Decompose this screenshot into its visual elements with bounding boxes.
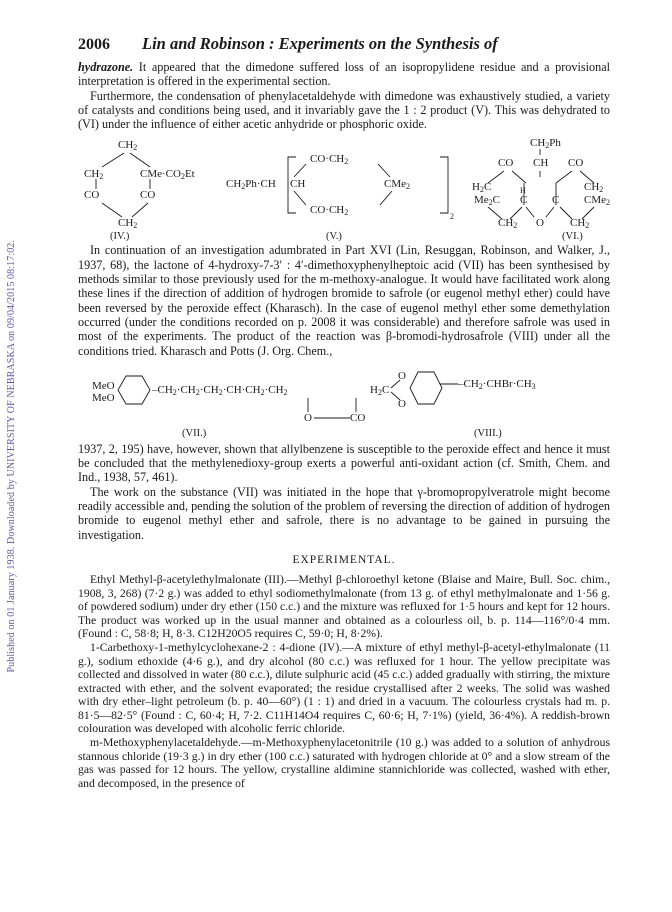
vii-label: (VII.)	[182, 427, 207, 439]
iv-cme-co2et: $CMe\cdot CO_2Et$	[140, 168, 195, 182]
paragraph-continuation: In continuation of an investigation adumbrated in Part XVI (Lin, Resuggan, Robinson, and Walker, J., 1937, 68), the lactone of 4-hydroxy-7-3′ : 4′-dimethoxyphenylheptoic acid (VII) has been synthesised by methods similar to those previously used for the m-methoxy-analogue. It would have facilitated work along these lines if the direction of addition of hydrogen bromide to safrole (or eugenol methyl ether) could have been reversed by the peroxide effect (Kharasch). In the case of eugenol methyl ether some demethylation occurred (under the conditions recorded on p. 2008 it was considerable) and therefore safrole was used in most of the experiments. The product of the reaction was β-bromodi-hydrosafrole (VIII) under all the conditions tried. Kharasch and Potts (J. Org. Chem.,	[78, 243, 610, 358]
vi-c-right: C	[552, 194, 560, 207]
structure-bonds-2	[78, 358, 610, 442]
download-notice-text: Published on 01 January 1938. Downloaded by UNIVERSITY OF NEBRASKA on 09/04/2015 08:17:02.	[5, 239, 17, 673]
experimental-paragraph-3: m-Methoxyphenylacetaldehyde.—m-Methoxyphenylacetonitrile (10 g.) was added to a solution of anhydrous stannous chloride (19·3 g.) in dry ether (100 c.c.) saturated with hydrogen chloride at 0° and a slow stream of the gas was passed for 12 hours. The yellow, crystalline aldimine stannichloride was collected, washed with ether, and decomposed, in the presence of	[78, 736, 610, 790]
vi-ch2-bottom-left: $CH_2$	[498, 217, 518, 231]
intro-italic-word: hydrazone.	[78, 60, 134, 74]
vi-label: (VI.)	[562, 231, 583, 243]
experimental-paragraph-2: 1-Carbethoxy-1-methylcyclohexane-2 : 4-dione (IV).—A mixture of ethyl methyl-β-acetyl-ethylmalonate (11 g.), sodium ethoxide (4·6 g.), and dry alcohol (80 c.c.) was refluxed for 1 hour. The yellow precipitate was collected and dissolved in water (80 c.c.), dilute sulphuric acid (45 c.c.) added gradually with stirring, the mixture extracted with ether, and the solvent evaporated; the residue crystallised after 2 weeks. The solid was washed with dry ether–light petroleum (b. p. 40—60°) (1 : 1) and dried in a vacuum. The colourless crystals had m. p. 81·5—82·5° (Found : C, 60·4; H, 7·2. C11H14O4 requires C, 60·6; H, 7·1%) (yield, 36·4%). A reddish-brown colouration was developed with alcoholic ferric chloride.	[78, 640, 610, 736]
intro-paragraph-1	[78, 60, 610, 89]
section-heading-experimental: EXPERIMENTAL.	[292, 553, 396, 566]
vi-cme2: CMe$_2$	[584, 194, 610, 208]
intro-paragraph-1-text: It appeared that the dimedone suffered loss of an isopropylidene residue and a provisional interpretation is offered in the experimental section.	[78, 60, 610, 89]
running-title: Lin and Robinson : Experiments on the Synthesis of	[142, 34, 498, 53]
paragraph-work-initiated: The work on the substance (VII) was initiated in the hope that γ-bromopropylveratrole might become readily accessible and, pending the solution of the problem of reversing the direction of addition of hydrogen bromide to eugenol methyl ether and safrole, there is no advantage to be gained in pursuing the investigation.	[78, 484, 610, 542]
v-ch: CH	[290, 178, 306, 191]
experimental-paragraph-1: Ethyl Methyl-β-acetylethylmalonate (III).—Methyl β-chloroethyl ketone (Blaise and Maire, Bull. Soc. chim., 1908, 3, 268) (7·2 g.) was added to ethyl sodiomethylmalonate (from 13 g. of ethyl methylmalonate and 1·56 g. of powdered sodium) under dry ether (150 c.c.) and the mixture was refluxed for 1·5 hours and kept for 12 hours. The product was worked up in the usual manner and obtained as a colourless oil, b. p. 114—116°/0·4 mm. (Found : C, 58·8; H, 8·3. C12H20O5 requires C, 59·0; H, 8·2%).	[78, 572, 610, 641]
intro-paragraph-2: Furthermore, the condensation of phenylacetaldehyde with dimedone was exhaustively studied, a variety of catalysts and conditions being used, and it invariably gave the 1 : 2 product (V). This was dehydrated to (VI) under the influence of either acetic anhydride or phosphoric oxide.	[78, 88, 610, 132]
vi-me2c: $Me_2C$	[474, 194, 501, 208]
vi-co-right: CO	[568, 157, 584, 170]
vii-meo-2: MeO	[92, 391, 115, 404]
vi-h-left: H	[520, 186, 526, 196]
iv-co-left: CO	[84, 189, 100, 202]
vi-ch2-right: $CH_2$	[584, 181, 604, 195]
viii-side-chain: $-CH_2\cdot CHBr\cdot CH_3$	[458, 377, 536, 391]
vii-co: CO	[350, 411, 366, 424]
iv-ch2-left: $CH_2$	[84, 168, 104, 182]
v-multiplier: 2	[450, 212, 454, 222]
vii-chain: $-CH_2\cdot CH_2\cdot CH_2\cdot CH\cdot CH_2\cdot CH_2$	[152, 383, 288, 397]
structures-iv-v-vi	[78, 131, 610, 243]
v-coch2-bottom: $CO\cdot CH_2$	[310, 204, 349, 218]
iv-ch2-top: $CH_2$	[118, 139, 138, 153]
vi-c-left: C	[520, 194, 528, 207]
v-ch2ph-ch: $CH_2Ph\cdot CH$	[226, 178, 276, 192]
viii-o-top: O	[398, 369, 406, 382]
vi-ch2-bottom-right: $CH_2$	[570, 217, 590, 231]
page-header	[78, 34, 610, 60]
download-notice-sidebar	[0, 0, 22, 912]
vi-o: O	[536, 217, 544, 230]
viii-h2c: $H_2C$	[370, 383, 390, 397]
vi-co-left: CO	[498, 157, 514, 170]
structures-vii-viii	[78, 358, 610, 442]
iv-ch2-bottom: $CH_2$	[118, 217, 138, 231]
page-number: 2006	[78, 36, 110, 53]
v-label: (V.)	[326, 231, 342, 243]
vi-h2c: $H_2C$	[472, 181, 492, 195]
iv-co-right: CO	[140, 189, 156, 202]
viii-o-bottom: O	[398, 397, 406, 410]
vi-ch-top: CH	[533, 157, 549, 170]
v-cme2: CMe$_2$	[384, 178, 410, 192]
vii-o: O	[304, 411, 312, 424]
journal-page	[78, 34, 610, 790]
v-coch2-top: $CO\cdot CH_2$	[310, 153, 349, 167]
paragraph-allylbenzene: 1937, 2, 195) have, however, shown that allylbenzene is susceptible to the peroxide effect and hence it must be concluded that the methylenedioxy-group exerts a powerful anti-oxidant action (cf. Smith, Chem. and Ind., 1938, 57, 461).	[78, 441, 610, 485]
iv-label: (IV.)	[110, 231, 130, 243]
viii-label: (VIII.)	[474, 427, 502, 439]
vi-ch2ph: $CH_2Ph$	[530, 137, 561, 151]
vii-meo-1: MeO	[92, 379, 115, 392]
